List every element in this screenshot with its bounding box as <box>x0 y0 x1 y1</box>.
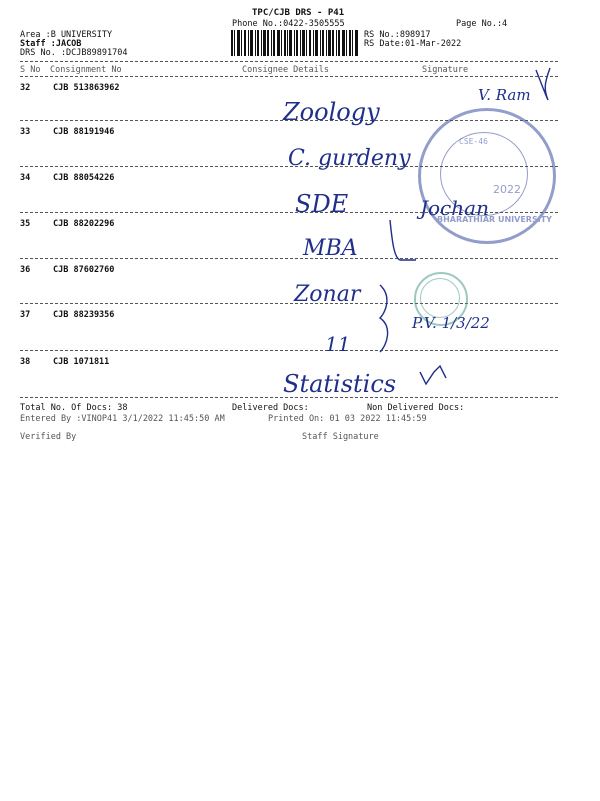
row-consignment: CJB 88202296 <box>53 219 115 229</box>
staff-signature: Staff Signature <box>302 432 379 442</box>
handwritten-name: C. gurdeny <box>288 146 411 171</box>
row-sno: 34 <box>20 173 31 183</box>
drs-number: DRS No. :DCJB89891704 <box>20 48 128 58</box>
document-title: TPC/CJB DRS - P41 <box>252 8 345 18</box>
area-label: Area :B UNIVERSITY <box>20 30 113 40</box>
verified-by: Verified By <box>20 432 77 442</box>
row-sno: 38 <box>20 357 31 367</box>
handwritten-dept-statistics: Statistics <box>283 370 397 398</box>
row-consignment: CJB 1071811 <box>53 357 110 367</box>
row-sno: 36 <box>20 265 31 275</box>
row-consignment: CJB 88191946 <box>53 127 115 137</box>
col-sno: S No <box>20 65 41 75</box>
stamp-code: CSE-46 <box>459 137 488 146</box>
staff-name: JACOB <box>55 39 82 49</box>
page-number: Page No.:4 <box>456 19 508 29</box>
col-consignee-details: Consignee Details <box>242 65 329 75</box>
rs-number: RS No.:898917 <box>364 30 431 40</box>
row-consignment: CJB 88239356 <box>53 310 115 320</box>
col-consignment: Consignment No <box>50 65 122 75</box>
row-sno: 32 <box>20 83 31 93</box>
row-sno: 37 <box>20 310 31 320</box>
non-delivered-docs: Non Delivered Docs: <box>367 403 465 413</box>
handwritten-signature-mid: Jochan <box>420 196 489 220</box>
row-consignment: CJB 88054226 <box>53 173 115 183</box>
handwritten-dept-mba: MBA <box>303 236 358 261</box>
stamp-year: 2022 <box>493 183 521 196</box>
handwritten-signature-top: V. Ram <box>478 86 531 104</box>
rs-date: RS Date:01-Mar-2022 <box>364 39 462 49</box>
stamp-text: BHARATHIAR UNIVERSITY <box>437 215 552 224</box>
handwritten-signature-pv: P.V. 1/3/22 <box>412 314 490 332</box>
printed-on: Printed On: 01 03 2022 11:45:59 <box>268 414 427 424</box>
sig-stroke-bottom <box>420 366 446 384</box>
row-sno: 33 <box>20 127 31 137</box>
staff-label: Staff : <box>20 39 56 49</box>
row-consignment: CJB 87602760 <box>53 265 115 275</box>
row-sno: 35 <box>20 219 31 229</box>
handwritten-ditto: 11 <box>325 332 351 356</box>
handwritten-dept-zonar: Zonar <box>294 282 361 307</box>
row-consignment: CJB 513863962 <box>53 83 120 93</box>
sig-stroke-mid <box>390 220 416 260</box>
brace-stroke <box>380 285 388 352</box>
phone-number: Phone No.:0422-3505555 <box>232 19 345 29</box>
delivered-docs: Delivered Docs: <box>232 403 309 413</box>
handwritten-dept-zoology: Zoology <box>283 98 380 126</box>
entered-by: Entered By :VINOP41 3/1/2022 11:45:50 AM <box>20 414 225 424</box>
handwritten-dept-sde: SDE <box>295 190 349 218</box>
total-docs: Total No. Of Docs: 38 <box>20 403 128 413</box>
col-signature: Signature <box>422 65 469 75</box>
tick-stroke-top <box>536 68 550 100</box>
